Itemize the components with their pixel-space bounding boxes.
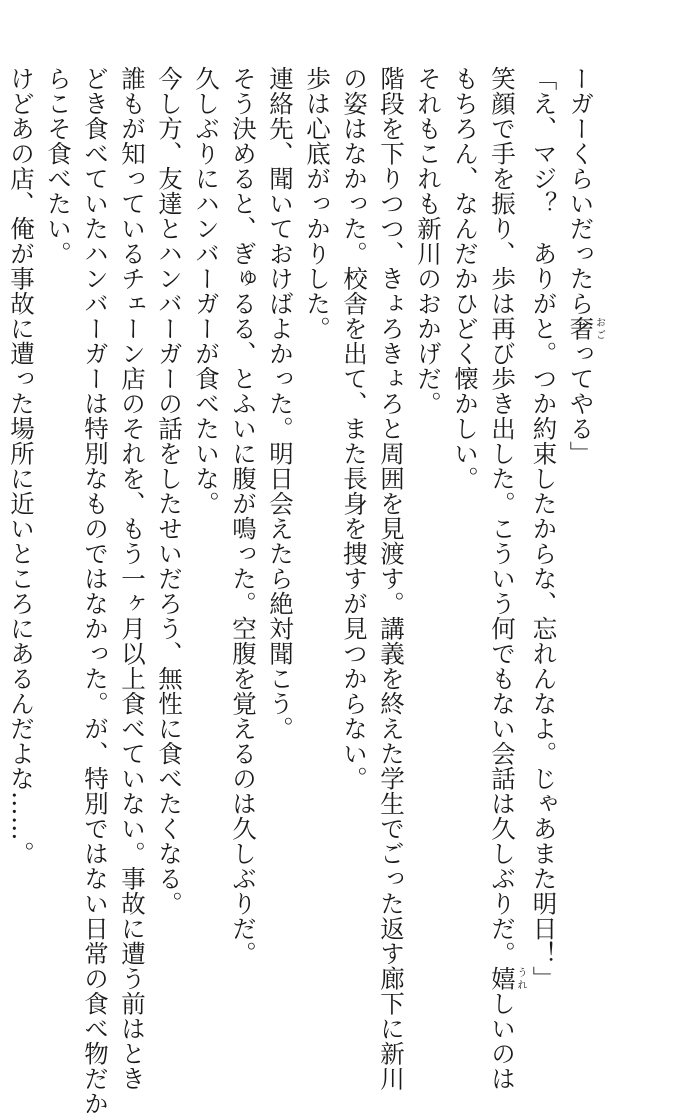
text-line-8: 歩は心底がっかりした。 [303, 66, 332, 341]
text-line-1 [563, 66, 605, 966]
text-line-3-head: 笑顔で手を振り、歩は再び歩き出した。こういう何でもない会話は久しぶりだ。 [488, 66, 517, 966]
text-line-12: 今し方、友達とハンバーガーの話をしたせいだろう、無性に食べたくなる。 [155, 66, 184, 916]
ruby-ure-reading: うれ [515, 966, 526, 991]
text-line-15: らこそ食べたい。 [44, 66, 73, 266]
ruby-ure [488, 966, 526, 991]
text-line-9: 連絡先、聞いておけばよかった。明日会えたら絶対聞こう。 [266, 66, 295, 741]
ruby-ogoru [566, 316, 605, 341]
text-line-3 [484, 66, 526, 1091]
text-line-1-tail: ってやる」 [566, 341, 596, 466]
text-line-7: の姿はなかった。校舎を出て、また長身を捜すが見つからない。 [340, 66, 369, 791]
vertical-text-body [0, 66, 605, 1116]
text-line-6: 階段を下りつつ、きょろきょろと周囲を見渡す。講義を終えた学生でごった返す廊下に新川 [377, 66, 406, 1091]
text-line-3-tail: しいのは [488, 991, 517, 1091]
text-line-2: 「え、マジ？ ありがと。つか約束したからな、忘れんなよ。じゃあまた明日！」 [529, 66, 559, 991]
ruby-ure-base: 嬉 [488, 966, 517, 991]
text-line-14: どき食べていたハンバーガーは特別なものではなかった。が、特別ではない日常の食べ物だか [81, 66, 110, 1116]
text-line-13: 誰もが知っているチェーン店のそれを、もう一ヶ月以上食べていない。事故に遭う前はとき [118, 66, 147, 1091]
ruby-ogoru-reading: おご [593, 316, 605, 341]
text-line-1-head: ーガーくらいだったら [566, 66, 596, 316]
text-line-10: そう決めると、ぎゅるる、とふいに腹が鳴った。空腹を覚えるのは久しぶりだ。 [229, 66, 258, 966]
ruby-ogoru-base: 奢 [566, 316, 596, 341]
text-line-4: もちろん、なんだかひどく懐かしい。 [451, 66, 480, 491]
text-line-11: 久しぶりにハンバーガーが食べたいな。 [192, 66, 221, 516]
text-line-5: それもこれも新川のおかげだ。 [414, 66, 443, 416]
text-line-16: けどあの店、俺が事故に遭った場所に近いところにあるんだよな……。 [7, 66, 36, 866]
